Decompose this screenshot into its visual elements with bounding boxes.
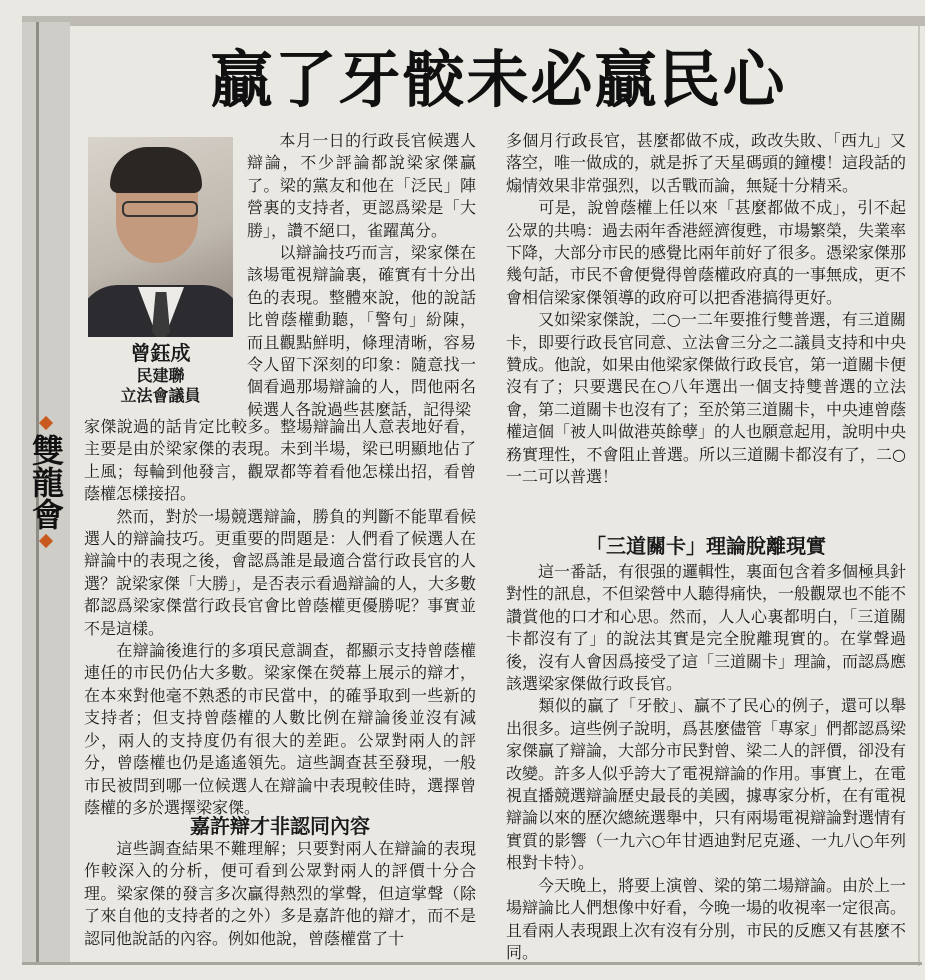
paragraph: 本月一日的行政長官候選人辯論，不少評論都說梁家傑贏了。梁的黨友和他在「泛民」陣營裏的支持者，更認爲梁是「大勝」，讚不絕口，雀躍萬分。 <box>247 131 476 240</box>
author-photo <box>88 137 233 337</box>
author-party: 民建聯 <box>136 366 185 385</box>
article-column-left <box>84 416 476 819</box>
diamond-icon <box>39 416 53 430</box>
paragraph-continued: 多個月行政長官，甚麼都做不成，政改失敗、「西九」又落空，唯一做成的，就是拆了天星碼頭的鐘樓！這段話的煽情效果非常强烈，以舌戰而論，無疑十分精采。 <box>506 131 907 195</box>
paragraph: 可是，說曾蔭權上任以來「甚麼都做不成」，引不起公眾的共鳴：過去兩年香港經濟復甦，市場繁榮，失業率下降，大部分市民的感覺比兩年前好了很多。憑梁家傑那幾句話，市民不會便覺得曾蔭權政府真的一事無成，更不會相信梁家傑領導的政府可以把香港搞得更好。 <box>506 198 907 307</box>
author-name: 曾鈺成 <box>130 341 191 365</box>
author-byline <box>88 340 233 406</box>
article-column-left-top <box>247 130 476 421</box>
headline: 贏了牙骹未必贏民心 <box>210 43 787 116</box>
paragraph: 在辯論後進行的多項民意調查，都顯示支持曾蔭權連任的市民仍佔大多數。梁家傑在熒幕上展示的辯才，在本來對他毫不熟悉的市民當中，的確爭取到一些新的支持者；但支持曾蔭權的人數比例在辯論後並沒有減少，兩人的支持度仍有很大的差距。公眾對兩人的評分，曾蔭權也仍是遙遙領先。這些調查甚至發現，一般市民被問到哪一位候選人在辯論中表現較佳時，選擇曾蔭權的多於選擇梁家傑。 <box>84 641 476 817</box>
paragraph: 類似的贏了「牙骹」、贏不了民心的例子，還可以舉出很多。這些例子說明，爲甚麼儘管「專家」們都認爲梁家傑贏了辯論，大部分市民對曾、梁二人的評價，卻没有改變。許多人似乎誇大了電視辯論的作用。事實上，在電視直播競選辯論歷史最長的美國，據專家分析，在有電視辯論以來的歷次總統選舉中，只有兩場電視辯論對選情有實質的影響（一九六○年甘迺迪對尼克遜、一九八○年列根對卡特）。 <box>506 696 907 873</box>
subheading: 「三道關卡」理論脫離現實 <box>586 534 826 558</box>
subheading: 嘉許辯才非認同內容 <box>190 814 370 838</box>
article-column-right-bottom <box>506 561 906 964</box>
paragraph: 今天晚上，將要上演曾、梁的第二場辯論。由於上一場辯論比人們想像中好看，今晚一場的收視率一定很高。且看兩人表現跟上次有沒有分別，市民的反應又有甚麼不同。 <box>506 875 907 962</box>
paragraph: 然而，對於一場競選辯論，勝負的判斷不能單看候選人的辯論技巧。更重要的問題是：人們看了候選人在辯論中的表現之後，會認爲誰是最適合當行政長官的人選？說梁家傑「大勝」，是否表示看過辯論的人，大多數都認爲梁家傑當行政長官會比曾蔭權更優勝呢？事實並不是這樣。 <box>84 506 477 638</box>
paragraph: 這一番話，有很强的邏輯性，裏面包含着多個極具針對性的訊息，不但梁營中人聽得痛快，一般觀眾也不能不讚賞他的口才和心思。然而，人人心裏都明白，「三道關卡都沒有了」的說法其實是完全脫離現實的。在掌聲過後，沒有人會因爲接受了這「三道關卡」理論，而認爲應該選梁家傑做行政長官。 <box>506 562 907 694</box>
top-rule <box>22 16 925 26</box>
column-label <box>26 412 66 552</box>
paragraph-continued: 家傑說過的話肯定比較多。整場辯論出人意表地好看，主要是由於梁家傑的表現。未到半場，梁已明顯地佔了上風；每輪到他發言，觀眾都等着看他怎樣出招，看曾蔭權怎樣接招。 <box>84 417 476 504</box>
paragraph: 以辯論技巧而言，梁家傑在該場電視辯論裏，確實有十分出色的表現。整體來說，他的說話比曾蔭權動聽，「警句」紛陳，而且觀點鮮明，條理清晰，容易令人留下深刻的印象：隨意找一個看過那場辯論的人，問他兩名候選人各說過些甚麼話，記得梁 <box>247 243 476 419</box>
article-column-left-bottom <box>84 838 476 950</box>
article-column-right <box>506 130 906 489</box>
paragraph: 這些調查結果不難理解；只要對兩人在辯論的表現作較深入的分析，便可看到公眾對兩人的評價十分合理。梁家傑的發言多次贏得熱烈的掌聲，但這掌聲（除了來自他的支持者的之外）多是嘉許他的辯才，而不是認同他說話的內容。例如他說，曾蔭權當了十 <box>84 839 476 948</box>
diamond-icon <box>39 534 53 548</box>
paragraph: 又如梁家傑說，二○一二年要推行雙普選，有三道關卡，即要行政長官同意、立法會三分之二議員支持和中央贊成。他說，如果由他梁家傑做行政長官，第一道關卡便沒有了；只要選民在○八年選出一個支持雙普選的立法會，第二道關卡也沒有了；至於第三道關卡，中央連曾蔭權這個「被人叫做港英餘孽」的人也願意起用，說明中央務實理性，不會阻止普選。所以三道關卡都沒有了，二○一二可以普選！ <box>506 310 907 487</box>
author-role: 立法會議員 <box>120 386 201 405</box>
column-title: 雙龍會 <box>27 434 65 530</box>
right-rule <box>918 26 920 966</box>
